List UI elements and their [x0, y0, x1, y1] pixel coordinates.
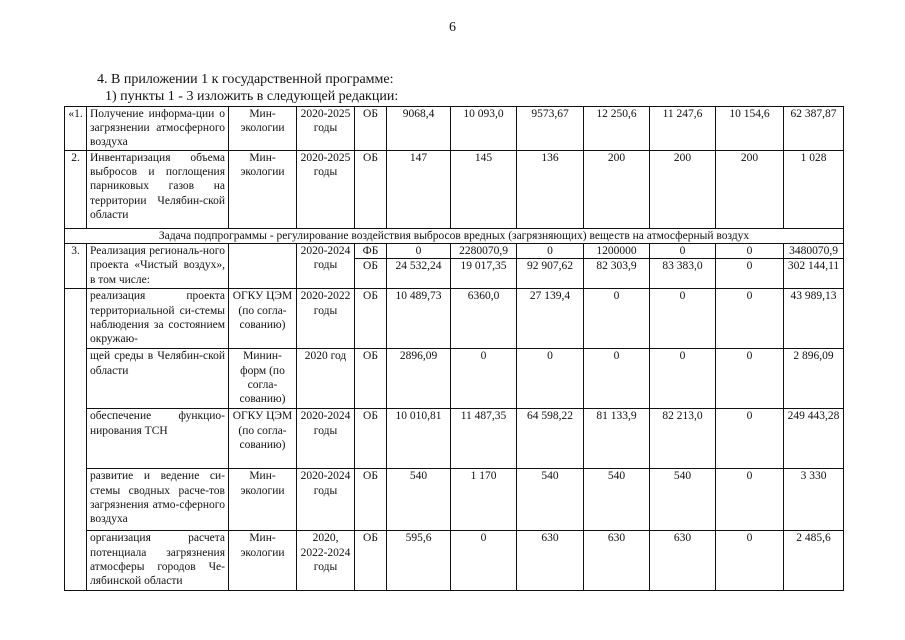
row-source: ОБ — [355, 409, 387, 469]
row-name: Получение информа-ции о загрязнении атмосферного воздуха — [87, 107, 229, 151]
row-executor: ОГКУ ЦЭМ (по согла-сованию) — [229, 409, 297, 469]
value-cell: 6360,0 — [451, 289, 517, 349]
value-cell: 12 250,6 — [584, 107, 650, 151]
value-cell: 0 — [716, 259, 784, 289]
value-cell: 249 443,28 — [784, 409, 844, 469]
value-cell: 10 010,81 — [387, 409, 451, 469]
row-source: ОБ — [355, 289, 387, 349]
row-executor: Мин-экологии — [229, 151, 297, 229]
row-number: «1. — [65, 107, 87, 151]
value-cell: 200 — [584, 151, 650, 229]
value-cell: 200 — [716, 151, 784, 229]
value-cell: 11 487,35 — [451, 409, 517, 469]
row-years: 2020-2024 годы — [297, 469, 355, 531]
value-cell: 0 — [650, 349, 716, 409]
row-executor: Мин-экологии — [229, 531, 297, 591]
program-table — [64, 106, 844, 591]
table-row — [65, 289, 844, 349]
row-name: развитие и ведение си-стемы сводных расче-тов загрязнения атмо-сферного воздуха — [87, 469, 229, 531]
row-executor: Мин-экологии — [229, 469, 297, 531]
value-cell: 595,6 — [387, 531, 451, 591]
value-cell: 0 — [451, 349, 517, 409]
value-cell: 83 383,0 — [650, 259, 716, 289]
value-cell: 3480070,9 — [784, 244, 844, 259]
table-row — [65, 151, 844, 229]
value-cell: 145 — [451, 151, 517, 229]
value-cell: 62 387,87 — [784, 107, 844, 151]
table-row — [65, 107, 844, 151]
section-header-row — [65, 229, 844, 244]
value-cell: 2280070,9 — [451, 244, 517, 259]
value-cell: 11 247,6 — [650, 107, 716, 151]
row-executor: ОГКУ ЦЭМ (по согла-сованию) — [229, 289, 297, 349]
table-row — [65, 349, 844, 409]
value-cell: 0 — [517, 244, 584, 259]
row-years: 2020-2025 годы — [297, 107, 355, 151]
value-cell: 3 330 — [784, 469, 844, 531]
value-cell: 0 — [716, 409, 784, 469]
table-row — [65, 469, 844, 531]
value-cell: 0 — [650, 244, 716, 259]
row-source: ОБ — [355, 107, 387, 151]
row-number: 2. — [65, 151, 87, 229]
value-cell: 24 532,24 — [387, 259, 451, 289]
row-executor — [229, 244, 297, 289]
intro-line-2: 1) пункты 1 - 3 изложить в следующей редакции: — [105, 89, 399, 104]
value-cell: 9068,4 — [387, 107, 451, 151]
value-cell: 2 485,6 — [784, 531, 844, 591]
value-cell: 630 — [517, 531, 584, 591]
row-years: 2020-2022 годы — [297, 289, 355, 349]
value-cell: 0 — [716, 469, 784, 531]
value-cell: 10 489,73 — [387, 289, 451, 349]
value-cell: 0 — [650, 289, 716, 349]
value-cell: 43 989,13 — [784, 289, 844, 349]
row-name: Инвентаризация объема выбросов и поглощения парниковых газов на территории Челябин-ской области — [87, 151, 229, 229]
row-source: ОБ — [355, 259, 387, 289]
row-executor: Минин-форм (по согла-сованию) — [229, 349, 297, 409]
table-row — [65, 409, 844, 469]
value-cell: 540 — [650, 469, 716, 531]
row-years: 2020-2024 годы — [297, 409, 355, 469]
value-cell: 0 — [517, 349, 584, 409]
row-years: 2020-2024 годы — [297, 244, 355, 289]
row-source: ОБ — [355, 469, 387, 531]
row-number — [65, 289, 87, 591]
value-cell: 0 — [716, 349, 784, 409]
value-cell: 136 — [517, 151, 584, 229]
value-cell: 2896,09 — [387, 349, 451, 409]
table-row — [65, 244, 844, 259]
value-cell: 0 — [584, 349, 650, 409]
value-cell: 200 — [650, 151, 716, 229]
row-number: 3. — [65, 244, 87, 289]
value-cell: 10 154,6 — [716, 107, 784, 151]
value-cell: 9573,67 — [517, 107, 584, 151]
section-title: Задача подпрограммы - регулирование воздействия выбросов вредных (загрязняющих) веществ на атмосферный воздух — [65, 229, 844, 244]
value-cell: 147 — [387, 151, 451, 229]
intro-line-1: 4. В приложении 1 к государственной программе: — [97, 72, 394, 87]
value-cell: 82 213,0 — [650, 409, 716, 469]
row-name: организация расчета потенциала загрязнения атмосферы городов Че-лябинской области — [87, 531, 229, 591]
value-cell: 630 — [650, 531, 716, 591]
value-cell: 2 896,09 — [784, 349, 844, 409]
value-cell: 0 — [584, 289, 650, 349]
value-cell: 0 — [387, 244, 451, 259]
value-cell: 0 — [451, 531, 517, 591]
row-years: 2020, 2022-2024 годы — [297, 531, 355, 591]
row-name: реализация проекта территориальной си-стемы наблюдения за состоянием окружаю- — [87, 289, 229, 349]
row-executor: Мин-экологии — [229, 107, 297, 151]
value-cell: 82 303,9 — [584, 259, 650, 289]
value-cell: 540 — [387, 469, 451, 531]
value-cell: 540 — [517, 469, 584, 531]
value-cell: 92 907,62 — [517, 259, 584, 289]
value-cell: 1 170 — [451, 469, 517, 531]
row-source: ОБ — [355, 531, 387, 591]
row-name: Реализация региональ-ного проекта «Чистый воздух», в том числе: — [87, 244, 229, 289]
value-cell: 64 598,22 — [517, 409, 584, 469]
value-cell: 0 — [716, 531, 784, 591]
value-cell: 0 — [716, 244, 784, 259]
row-source: ОБ — [355, 349, 387, 409]
row-name: обеспечение функцио-нирования ТСН — [87, 409, 229, 469]
value-cell: 27 139,4 — [517, 289, 584, 349]
row-name: щей среды в Челябин-ской области — [87, 349, 229, 409]
value-cell: 302 144,11 — [784, 259, 844, 289]
value-cell: 0 — [716, 289, 784, 349]
value-cell: 10 093,0 — [451, 107, 517, 151]
page-number: 6 — [449, 20, 456, 35]
row-years: 2020-2025 годы — [297, 151, 355, 229]
row-source: ФБ — [355, 244, 387, 259]
table-row — [65, 531, 844, 591]
row-source: ОБ — [355, 151, 387, 229]
value-cell: 630 — [584, 531, 650, 591]
row-years: 2020 год — [297, 349, 355, 409]
value-cell: 19 017,35 — [451, 259, 517, 289]
value-cell: 81 133,9 — [584, 409, 650, 469]
value-cell: 540 — [584, 469, 650, 531]
value-cell: 1 028 — [784, 151, 844, 229]
value-cell: 1200000 — [584, 244, 650, 259]
